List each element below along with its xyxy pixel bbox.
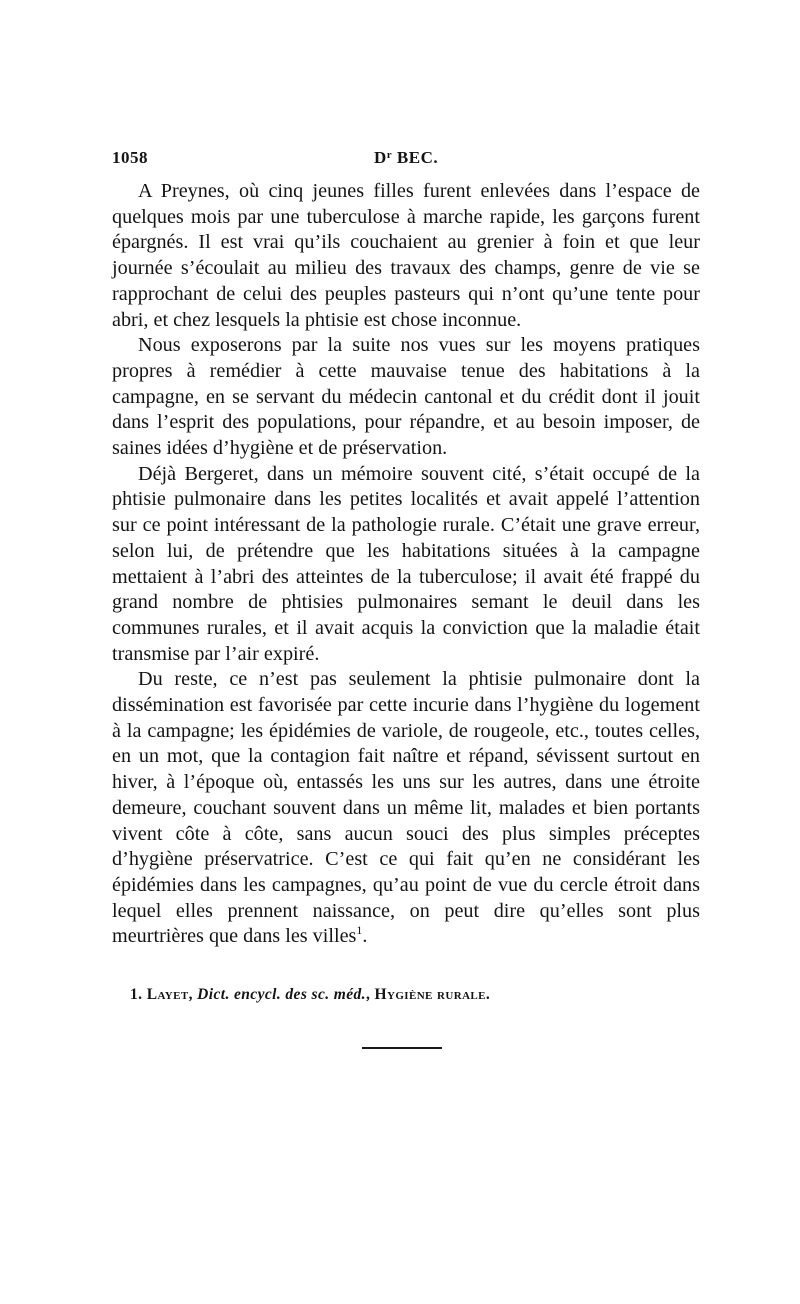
paragraph-4-text: Du reste, ce n’est pas seulement la phtisie pulmonaire dont la dissémination est favorisée par cette incurie dans l’hygiène du logement à la campagne; les épidémies de variole, de rougeole, etc., toutes celles, en un mot, que la contagion fait naître et répand, sévissent surtout en hiver, à l’époque où, entassés les uns sur les autres, dans une étroite demeure, couchant souvent dans un même lit, malades et bien portants vivent côte à côte, sans aucun souci des plus simples préceptes d’hygiène préservatrice. C’est ce qui fait qu’en ne considérant les épidémies dans les campagnes, qu’au point de vue du cercle étroit dans lequel elles prennent naissance, on peut dire qu’elles sont plus meurtrières que dans les villes	[112, 668, 700, 948]
page-number: 1058	[112, 148, 148, 167]
footnote-topic: Hygiène rurale.	[374, 986, 491, 1003]
footnote-author: Layet,	[146, 986, 193, 1003]
header-author	[374, 148, 438, 168]
footnote	[130, 986, 700, 1004]
footnote-reference[interactable]: 1	[356, 923, 363, 938]
paragraph-3: Déjà Bergeret, dans un mémoire souvent cité, s’était occupé de la phtisie pulmonaire dans les petites localités et avait appelé l’attention sur ce point intéressant de la pathologie rurale. C’était une grave erreur, selon lui, de prétendre que les habitations situées à la campagne mettaient à l’abri des atteintes de la tuberculose; il avait été frappé du grand nombre de phtisies pulmonaires semant le deuil dans les communes rurales, et il avait acquis la conviction que la maladie était transmise par l’air expiré.	[112, 462, 700, 665]
footnote-separator: ,	[365, 986, 371, 1003]
footnote-number: 1.	[130, 986, 143, 1003]
end-rule	[362, 1047, 442, 1049]
paragraph-4: Du reste, ce n’est pas seulement la phtisie pulmonaire dont la dissémination est favorisée par cette incurie dans l’hygiène du logement à la campagne; les épidémies de variole, de rougeole, etc., toutes celles, en un mot, que la contagion fait naître et répand, sévissent surtout en hiver, à l’époque où, entassés les uns sur les autres, dans une étroite demeure, couchant souvent dans un même lit, malades et bien portants vivent côte à côte, sans aucun souci des plus simples préceptes d’hygiène préservatrice. C’est ce qui fait qu’en ne considérant les épidémies dans les campagnes, qu’au point de vue du cercle étroit dans lequel elles prennent naissance, on peut dire qu’elles sont plus meurtrières que dans les villes$^1$.	[112, 668, 700, 948]
body-text	[112, 179, 700, 950]
author-sup: r	[386, 149, 393, 161]
paragraph-1: A Preynes, où cinq jeunes filles furent enlevées dans l’espace de quelques mois par une tuberculose à marche rapide, les garçons furent épargnés. Il est vrai qu’ils couchaient au grenier à foin et que leur journée s’écoulait au milieu des travaux des champs, genre de vie se rapprochant de celui des peuples pasteurs qui n’ont qu’une tente pour abri, et chez lesquels la phtisie est chose inconnue.	[112, 180, 700, 331]
paragraph-2: Nous exposerons par la suite nos vues sur les moyens pratiques propres à remédier à cette mauvaise tenue des habitations à la campagne, en se servant du médecin cantonal et du crédit dont il jouit dans l’esprit des populations, pour répandre, et au besoin imposer, de saines idées d’hygiène et de préservation.	[112, 334, 700, 460]
author-prefix: D	[374, 148, 387, 167]
footnote-work: Dict. encycl. des sc. méd.	[197, 986, 366, 1003]
running-head	[112, 148, 704, 172]
author-name: BEC.	[396, 148, 439, 167]
